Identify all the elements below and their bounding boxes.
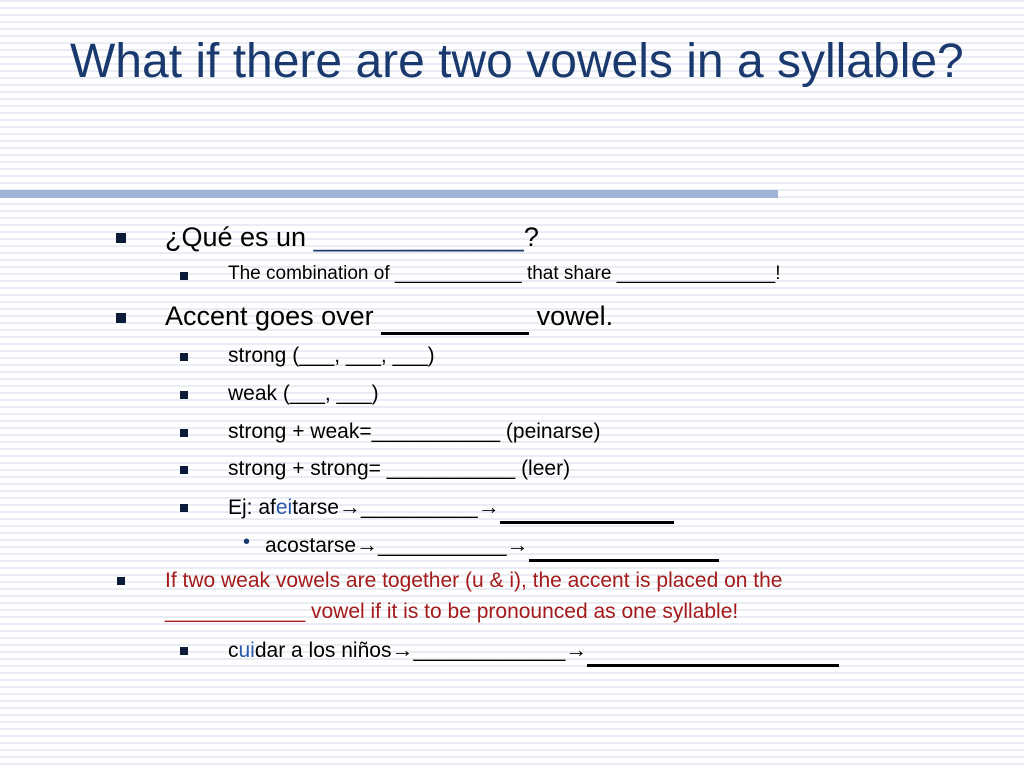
bullet-square-icon [180,647,188,655]
cuidar-highlight: ui [238,639,255,662]
bullet-square-icon [180,504,188,512]
bullet-strong: strong (___, ___, ___) [228,344,435,367]
bullet-strong-strong: strong + strong= ___________ (leer) [228,457,571,480]
right-arrow-icon: → [391,637,414,662]
right-arrow-icon: → [338,494,361,519]
cuidar-text-end: dar a los niños [254,639,392,662]
example-highlight: ei [275,496,293,519]
bullet-accent-text: Accent goes over [165,301,382,331]
bullet-weak-vowels-line2: ____________ vowel if it is to be pronounced as one syllable! [165,600,739,623]
bullet-cuidar [228,637,839,667]
cuidar-answer-blank [587,638,839,667]
right-arrow-icon: → [565,637,588,662]
example-blank: __________ [360,496,478,519]
bullet-accent-blank [381,300,529,335]
bullet-weak-vowels-line1: If two weak vowels are together (u & i), the accent is placed on the [165,569,783,592]
bullet-square-icon [117,577,125,585]
bullet-dot-icon: • [243,531,251,553]
bullet-acostarse [265,532,719,562]
acostarse-answer-blank [529,533,719,562]
bullet-square-icon [180,391,188,399]
bullet-square-icon [116,233,126,243]
bullet-accent [165,300,613,335]
right-arrow-icon: → [356,532,379,557]
slide-title: What if there are two vowels in a syllable? [70,35,964,88]
bullet-question-blank: ______________ [313,222,524,252]
bullet-question [165,221,539,253]
bullet-question-text: ¿Qué es un [165,222,314,252]
bullet-strong-weak: strong + weak=___________ (peinarse) [228,420,601,443]
bullet-accent-suffix: vowel. [529,301,614,331]
example-answer-blank [500,495,674,524]
cuidar-text-start: c [228,639,239,662]
bullet-square-icon [180,353,188,361]
cuidar-blank: _____________ [413,639,566,662]
example-text-start: Ej: af [228,496,276,519]
acostarse-blank: ___________ [378,534,507,557]
bullet-question-mark: ? [523,222,539,252]
bullet-weak: weak (___, ___) [228,382,379,405]
example-text-end: tarse [292,496,339,519]
bullet-square-icon [180,466,188,474]
bullet-combination: The combination of ____________ that share _______________! [228,263,781,284]
right-arrow-icon: → [477,494,500,519]
bullet-square-icon [180,429,188,437]
bullet-example [228,494,674,524]
bullet-square-icon [180,272,188,280]
acostarse-text: acostarse [265,534,357,557]
bullet-square-icon [116,313,126,323]
right-arrow-icon: → [506,532,529,557]
